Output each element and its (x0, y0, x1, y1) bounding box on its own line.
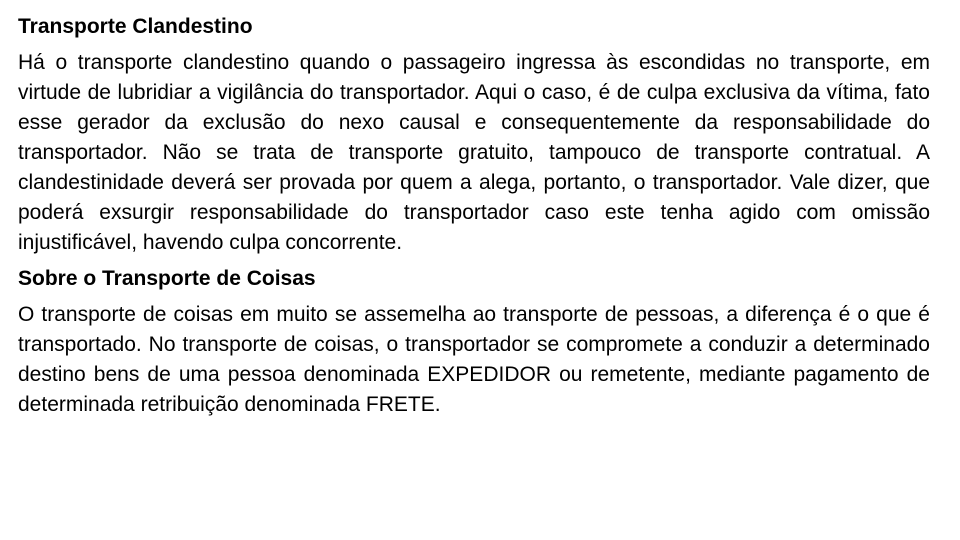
section-title-transporte-de-coisas: Sobre o Transporte de Coisas (18, 267, 316, 290)
section-title-transporte-clandestino: Transporte Clandestino (18, 15, 253, 38)
paragraph-transporte-de-coisas: O transporte de coisas em muito se assemelha ao transporte de pessoas, a diferença é o que é transportado. No transporte de coisas, o transportador se compromete a conduzir a determinado destino bens de uma pessoa denominada EXPEDIDOR ou remetente, mediante pagamento de determinada retribuição denominada FRETE. (18, 303, 930, 416)
paragraph-transporte-clandestino: Há o transporte clandestino quando o passageiro ingressa às escondidas no transporte, em virtude de lubridiar a vigilância do transportador. Aqui o caso, é de culpa exclusiva da vítima, fato esse gerador da exclusão do nexo causal e consequentemente da responsabilidade do transportador. Não se trata de transporte gratuito, tampouco de transporte contratual. A clandestinidade deverá ser provada por quem a alega, portanto, o transportador. Vale dizer, que poderá exsurgir responsabilidade do transportador caso este tenha agido com omissão injustificável, havendo culpa concorrente. (18, 51, 930, 254)
slide-content (18, 12, 930, 426)
